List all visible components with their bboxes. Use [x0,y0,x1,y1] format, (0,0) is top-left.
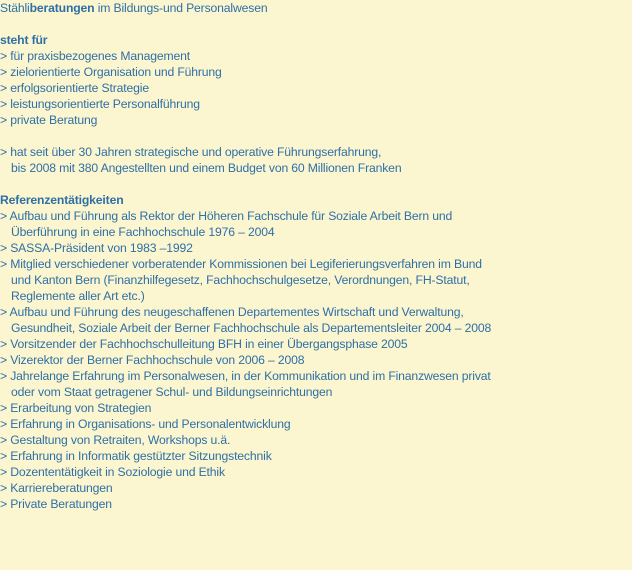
header-suffix: im Bildungs-und Personalwesen [94,1,268,15]
reference-line: > SASSA-Präsident von 1983 –1992 [0,241,193,255]
experience-line: > hat seit über 30 Jahren strategische und operative Führungserfahrung, [0,145,382,159]
list-item [0,256,491,304]
reference-line: > Gestaltung von Retraiten, Workshops u.ä. [0,433,231,447]
list-item [0,464,491,480]
list-item [0,448,491,464]
reference-line: > Vorsitzender der Fachhochschulleitung BFH in einer Übergangsphase 2005 [0,337,408,351]
list-item [0,416,491,432]
list-item [0,304,491,336]
reference-line: > Vizerektor der Berner Fachhochschule von 2006 – 2008 [0,353,305,367]
header-prefix: Stähli [0,1,30,15]
reference-line: > Aufbau und Führung des neugeschaffenen Departementes Wirtschaft und Verwaltung, [0,305,464,319]
experience-line: bis 2008 mit 380 Angestellten und einem Budget von 60 Millionen Franken [11,161,402,175]
reference-line: > Private Beratungen [0,497,112,511]
reference-line: Reglemente aller Art etc.) [11,289,145,303]
reference-line: > Erarbeitung von Strategien [0,401,152,415]
experience-block [0,144,401,176]
reference-line: > Mitglied verschiedener vorberatender Kommissionen bei Legiferierungsverfahren im Bund [0,257,482,271]
reference-line: Überführung in eine Fachhochschule 1976 – 2004 [11,225,275,239]
page-header [0,0,267,16]
section-title-steht-fuer: steht für [0,33,48,47]
steht-fuer-list [0,48,222,128]
list-item [0,336,491,352]
list-item [0,432,491,448]
header-emphasis: beratungen [29,1,95,15]
list-item [0,368,491,400]
reference-line: > Karriereberatungen [0,481,113,495]
reference-line: und Kanton Bern (Finanzhilfegesetz, Fachhochschulgesetze, Verordnungen, FH-Statut, [11,273,470,287]
reference-line: > Aufbau und Führung als Rektor der Höheren Fachschule für Soziale Arbeit Bern und [0,209,453,223]
list-item [0,496,491,512]
references-list [0,208,491,512]
list-item: > erfolgsorientierte Strategie [0,81,149,95]
reference-line: oder vom Staat getragener Schul- und Bildungseinrichtungen [11,385,333,399]
reference-line: Gesundheit, Soziale Arbeit der Berner Fachhochschule als Departementsleiter 2004 – 2008 [11,321,492,335]
list-item: > zielorientierte Organisation und Führung [0,65,222,79]
list-item [0,144,401,176]
list-item [0,400,491,416]
list-item [0,208,491,240]
reference-line: > Erfahrung in Organisations- und Personalentwicklung [0,417,291,431]
list-item [0,240,491,256]
reference-line: > Erfahrung in Informatik gestützter Sitzungstechnik [0,449,272,463]
list-item: > private Beratung [0,113,98,127]
list-item: > leistungsorientierte Personalführung [0,97,200,111]
reference-line: > Dozententätigkeit in Soziologie und Ethik [0,465,225,479]
list-item: > für praxisbezogenes Management [0,49,190,63]
list-item [0,480,491,496]
reference-line: > Jahrelange Erfahrung im Personalwesen, in der Kommunikation und im Finanzwesen privat [0,369,491,383]
section-title-referenzen: Referenzentätigkeiten [0,193,124,207]
list-item [0,352,491,368]
